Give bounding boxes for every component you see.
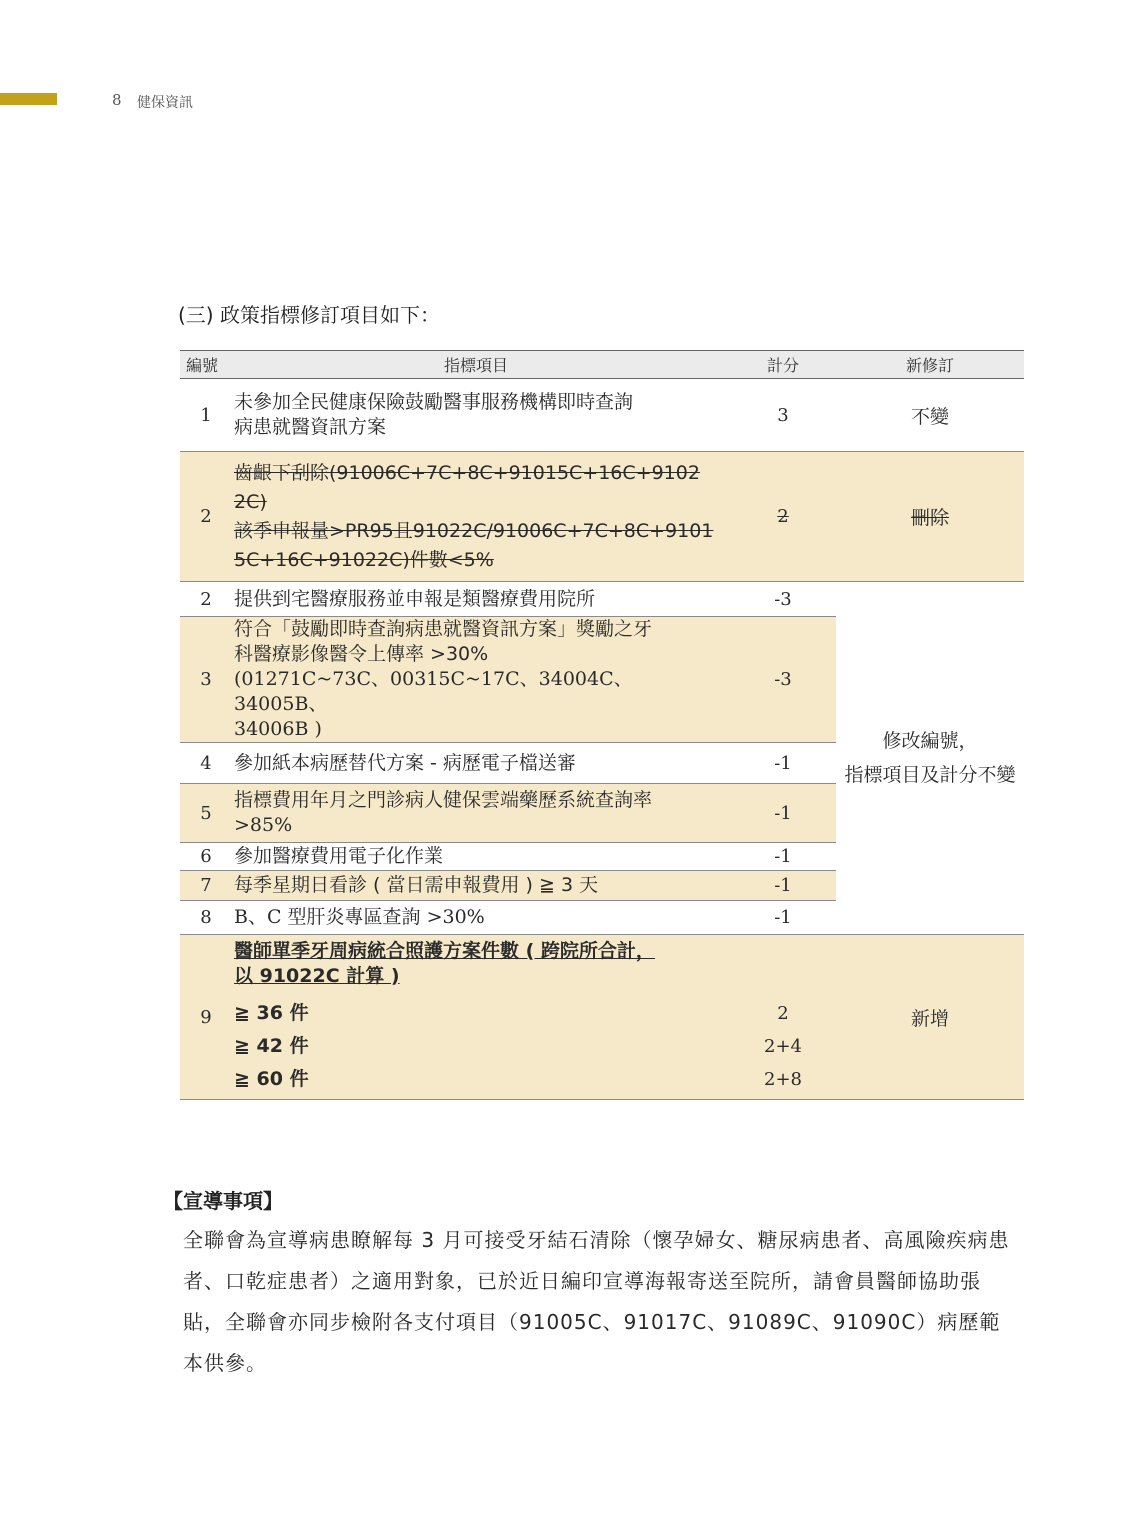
row-revision: 刪除	[836, 452, 1024, 582]
announcement-body: 全聯會為宣導病患瞭解每 3 月可接受牙結石清除（懷孕婦女、糖尿病患者、高風險疾病患者、口乾症患者）之適用對象，已於近日編印宣導海報寄送至院所，請會員醫師協助張貼，全聯會亦同步檢附各支付項目（91005C、91017C、91089C、91090C）病歷範本供參。	[183, 1228, 1010, 1375]
col-header-number: 編號	[180, 351, 232, 379]
revision-note-line: 指標項目及計分不變	[844, 764, 1016, 786]
item-line: 符合「鼓勵即時查詢病患就醫資訊方案」獎勵之牙	[234, 618, 653, 640]
row-item	[232, 379, 730, 452]
item-line: 科醫療影像醫令上傳率 >30%	[234, 643, 489, 665]
row-score: -1	[730, 871, 836, 901]
row-number: 7	[180, 871, 232, 901]
item-line: 34006B )	[234, 718, 322, 740]
merged-revision-note	[836, 582, 1024, 935]
row-score: -1	[774, 752, 792, 774]
row-score: -1	[730, 784, 836, 843]
item-line: 該季申報量>PR95且91022C/91006C+7C+8C+9101	[234, 519, 714, 542]
announcement-title: 【宣導事項】	[163, 1189, 283, 1213]
row-number: 3	[180, 617, 232, 743]
score-line: 2	[777, 1002, 789, 1024]
score-line: 2+8	[764, 1068, 802, 1090]
item-line: 5C+16C+91022C)件數<5%	[234, 548, 494, 571]
row-number: 4	[200, 752, 212, 774]
revision-note-line: 修改編號，	[882, 730, 978, 752]
item-line: 醫師單季牙周病統合照護方案件數 ( 跨院所合計，	[234, 939, 655, 962]
item-line: 提供到宅醫療服務並申報是類醫療費用院所	[234, 587, 596, 610]
page-number: 8	[112, 91, 122, 109]
row-number: 2	[180, 452, 232, 582]
item-line: 參加醫療費用電子化作業	[234, 845, 444, 867]
item-line: ≧ 36 件	[234, 1001, 309, 1024]
row-score	[730, 935, 836, 1100]
item-line: 未參加全民健康保險鼓勵醫事服務機構即時查詢	[234, 391, 634, 413]
item-line: 指標費用年月之門診病人健保雲端藥歷系統查詢率	[234, 789, 653, 811]
row-revision: 不變	[836, 379, 1024, 452]
row-score: -3	[730, 617, 836, 743]
table-row	[180, 582, 1024, 617]
row-number: 5	[180, 784, 232, 843]
item-line: >85%	[234, 814, 293, 836]
row-item	[232, 871, 730, 901]
row-item	[232, 784, 730, 843]
table-header-row	[180, 351, 1024, 379]
col-header-item: 指標項目	[232, 351, 730, 379]
row-item	[232, 935, 730, 1100]
row-number: 8	[180, 901, 232, 935]
item-line: 2C)	[234, 490, 267, 513]
row-item	[232, 743, 730, 784]
item-line: B、C 型肝炎專區查詢 >30%	[234, 906, 485, 928]
col-header-score: 計分	[730, 351, 836, 379]
item-line: (01271C~73C、00315C~17C、34004C、34005B、	[234, 668, 633, 715]
row-score: -1	[730, 901, 836, 935]
row-score: -3	[774, 588, 792, 610]
item-line: 每季星期日看診 ( 當日需申報費用 ) ≧ 3 天	[234, 874, 599, 896]
indicator-table	[180, 350, 1024, 1100]
row-revision: 新增	[836, 935, 1024, 1100]
table-row	[180, 935, 1024, 1100]
item-line: 參加紙本病歷替代方案 - 病歷電子檔送審	[234, 751, 576, 774]
row-score: 3	[730, 379, 836, 452]
score-line: 2+4	[764, 1035, 802, 1057]
row-score: 2	[730, 452, 836, 582]
row-number: 1	[180, 379, 232, 452]
section-title: 健保資訊	[137, 95, 193, 111]
header-accent-bar	[0, 93, 57, 105]
row-item	[232, 843, 730, 871]
table-heading: (三) 政策指標修訂項目如下：	[178, 303, 440, 327]
row-item	[232, 452, 730, 582]
row-number: 9	[180, 935, 232, 1100]
col-header-revision: 新修訂	[836, 351, 1024, 379]
row-item	[232, 582, 730, 617]
row-number: 2	[200, 588, 212, 610]
item-line: ≧ 60 件	[234, 1067, 309, 1090]
row-score: -1	[730, 843, 836, 871]
row-item	[232, 901, 730, 935]
table-row	[180, 452, 1024, 582]
row-number: 6	[180, 843, 232, 871]
row-item	[232, 617, 730, 743]
item-line: 齒齦下刮除(91006C+7C+8C+91015C+16C+9102	[234, 461, 700, 484]
item-line: 病患就醫資訊方案	[234, 416, 387, 438]
item-line: ≧ 42 件	[234, 1034, 309, 1057]
table-row	[180, 379, 1024, 452]
item-line: 以 91022C 計算 )	[234, 964, 400, 987]
